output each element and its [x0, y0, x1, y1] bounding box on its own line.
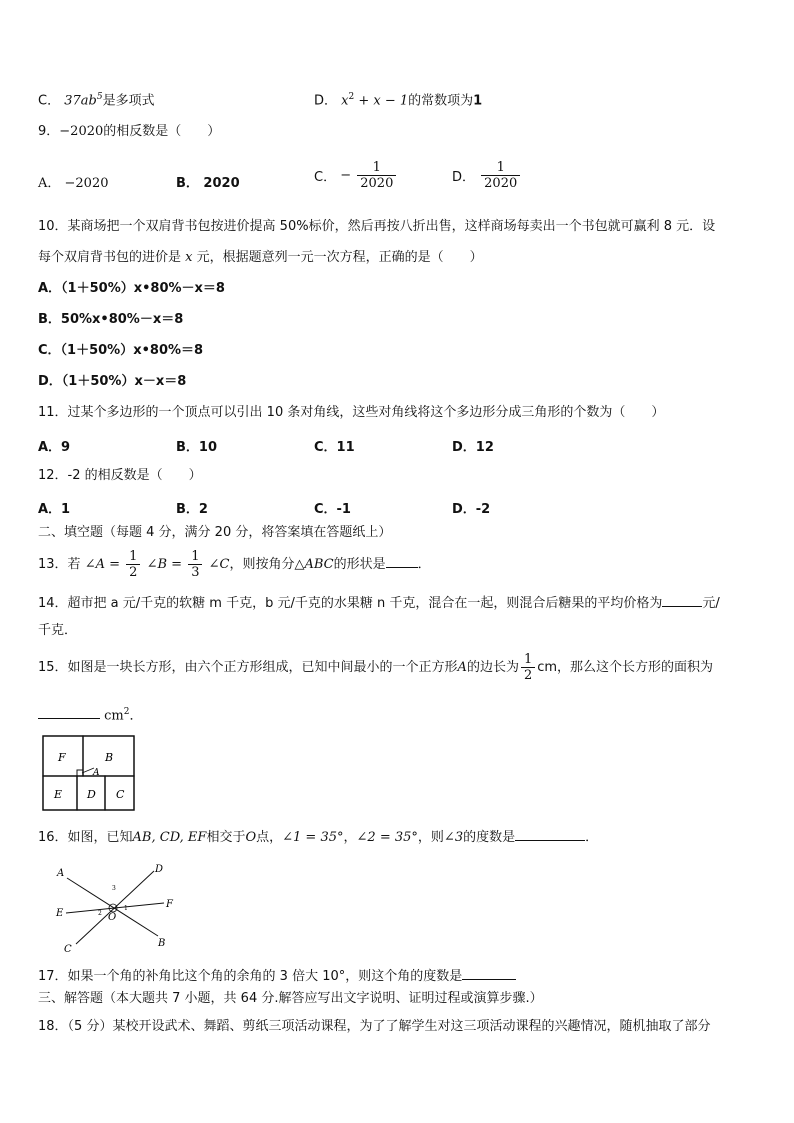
label-angle-3: 3	[112, 885, 116, 892]
q13: 13．若 ∠A = $\frac{1}{2}$ ∠B = $\frac{1}{3}$ ∠C，则按角分△ABC的形状是 ．	[38, 549, 431, 580]
label-e: E	[54, 788, 63, 801]
q15-fraction: $\frac{1}{2}$	[521, 652, 535, 683]
q16-answer-blank[interactable]	[515, 826, 585, 841]
q9-option-b: B． 2020	[176, 176, 240, 191]
q14-answer-blank[interactable]	[662, 592, 702, 607]
label-c: C	[64, 944, 72, 954]
label-a: A	[57, 868, 65, 879]
label-f: F	[58, 751, 66, 764]
label-b: B	[105, 751, 114, 764]
q10-option-d: D．（1＋50%）x－x＝8	[38, 374, 187, 389]
label-f: F	[166, 899, 173, 910]
q9-option-c: C． − $\frac{1}{2020}$	[314, 160, 398, 191]
label-a: A	[93, 768, 100, 778]
q15-rectangle-figure	[42, 735, 136, 813]
label-e: E	[56, 908, 64, 919]
q12-option-a: A．1	[38, 502, 71, 517]
q12-option-b: B．2	[176, 502, 208, 517]
q12-option-d: D．-2	[452, 502, 491, 517]
q12-option-c: C．-1	[314, 502, 351, 517]
label-b: B	[158, 938, 166, 949]
label-angle-2: 2	[98, 910, 102, 917]
q13-fraction-third: $\frac{1}{3}$	[188, 549, 202, 580]
q11-option-a: A．9	[38, 440, 71, 455]
q18-stem: 18．（5 分）某校开设武术、舞蹈、剪纸三项活动课程，为了了解学生对这三项活动课程的兴趣情况，随机抽取了部分	[38, 1019, 711, 1034]
q8-option-d: D． $x^2 + x - 1$的常数项为1	[314, 92, 483, 109]
q15-answer-blank[interactable]	[38, 704, 100, 719]
q12-stem: 12．-2 的相反数是（ ）	[38, 468, 202, 483]
label-angle-1: 1	[124, 905, 128, 912]
q16-stem: 16．如图，已知AB, CD, EF相交于O点，∠1 = 35°，∠2 = 35°，则∠3的度数是 ．	[38, 826, 598, 847]
section-2-title: 二、填空题（每题 4 分，满分 20 分，将答案填在答题纸上）	[38, 525, 392, 540]
q13-fraction-half: $\frac{1}{2}$	[126, 549, 140, 580]
q9-d-fraction: $\frac{1}{2020}$	[481, 160, 520, 191]
label-d: D	[155, 864, 164, 875]
label-c: C	[116, 788, 125, 801]
q15-answer-line: $cm^2$．	[38, 703, 143, 725]
label-o: O	[108, 912, 117, 923]
q9-stem: 9．−2020的相反数是（ ）	[38, 124, 221, 139]
q9-c-fraction: $\frac{1}{2020}$	[357, 160, 396, 191]
q11-option-b: B．10	[176, 440, 217, 455]
q9-option-d: D． $\frac{1}{2020}$	[452, 160, 522, 191]
label-d: D	[87, 788, 96, 801]
q11-stem: 11．过某个多边形的一个顶点可以引出 10 条对角线，这些对角线将这个多边形分成三角形的个数为（ ）	[38, 405, 665, 420]
q17-answer-blank[interactable]	[462, 965, 516, 980]
q10-stem-line2: 每个双肩背书包的进价是 x 元，根据题意列一元一次方程，正确的是（ ）	[38, 250, 483, 265]
q10-option-c: C．（1＋50%）x•80%＝8	[38, 343, 204, 358]
q14-line2: 千克．	[38, 623, 78, 638]
q15-stem: 15．如图是一块长方形，由六个正方形组成，已知中间最小的一个正方形A的边长为 $\frac{1}{2}$ cm，那么这个长方形的面积为	[38, 652, 714, 683]
q10-option-b: B．50%x•80%－x＝8	[38, 312, 184, 327]
q11-option-d: D．12	[452, 440, 494, 455]
q10-stem-line1: 10．某商场把一个双肩背书包按进价提高 50%标价，然后再按八折出售，这样商场每卖出一个书包就可赢利 8 元．设	[38, 219, 716, 234]
q11-option-c: C．11	[314, 440, 355, 455]
q8-option-c: C． $37ab^5$是多项式	[38, 92, 155, 109]
q16-intersecting-lines-figure	[52, 858, 180, 954]
q9-option-a: A． −2020	[38, 176, 109, 191]
q10-option-a: A．（1＋50%）x•80%－x＝8	[38, 281, 225, 296]
q14-line1: 14．超市把 a 元/千克的软糖 m 千克，b 元/千克的水果糖 n 千克，混合在一起，则混合后糖果的平均价格为 元/	[38, 592, 720, 613]
q13-answer-blank[interactable]	[386, 553, 418, 568]
section-3-title: 三、解答题（本大题共 7 小题，共 64 分.解答应写出文字说明、证明过程或演算步骤.）	[38, 991, 543, 1006]
q17-stem: 17．如果一个角的补角比这个角的余角的 3 倍大 10°，则这个角的度数是	[38, 965, 516, 986]
